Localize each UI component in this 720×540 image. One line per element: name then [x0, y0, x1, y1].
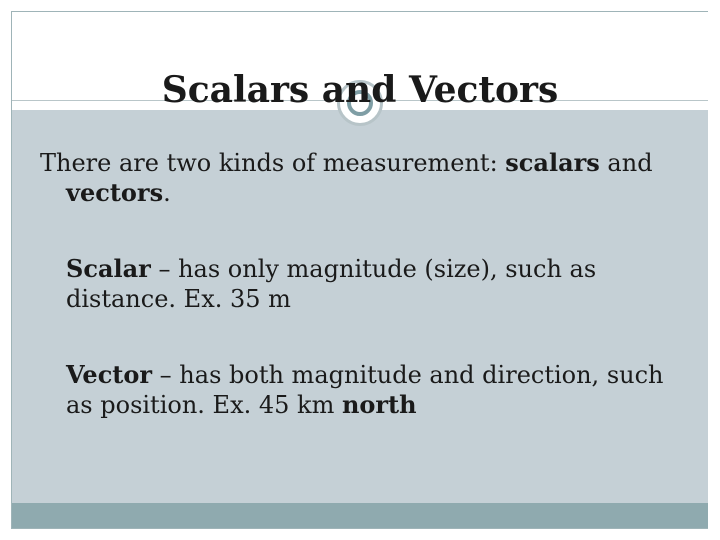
intro-text-before: There are two kinds of measurement:: [40, 149, 506, 177]
scalar-definition-text: – has only magnitude (size), such as distance. Ex. 35 m: [66, 255, 597, 313]
footer-bar: [12, 503, 708, 528]
vector-term: Vector: [66, 360, 153, 389]
vector-definition: [40, 360, 680, 420]
term-vectors: vectors: [66, 178, 164, 207]
scalar-definition: [40, 254, 680, 314]
slide-title: Scalars and Vectors: [161, 69, 559, 111]
scalar-term: Scalar: [66, 254, 151, 283]
intro-text-and: and: [599, 149, 653, 177]
vector-example-direction: north: [341, 390, 417, 419]
slide-body: [40, 148, 680, 420]
intro-paragraph: [40, 148, 680, 208]
intro-text-after: .: [163, 179, 171, 207]
term-scalars: scalars: [505, 148, 600, 177]
vector-definition-text: – has both magnitude and direction, such as position. Ex. 45 km: [66, 361, 664, 419]
